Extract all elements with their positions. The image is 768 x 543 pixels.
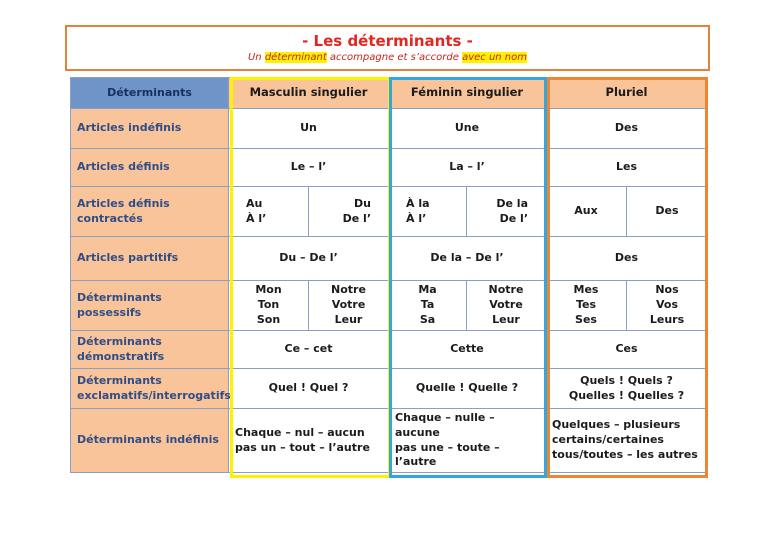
cell-text: Nos [655, 283, 679, 297]
cell-plur: Des [546, 237, 708, 281]
cell-text: Vos [655, 298, 679, 312]
determinants-table [70, 77, 708, 478]
cell-plur-b: Des [627, 187, 708, 237]
row-label-indefinis: Déterminants indéfinis [70, 409, 229, 473]
subtitle-highlight-2: avec un nom [462, 52, 528, 63]
cell-text: Votre [331, 298, 366, 312]
cell-fem: La – l’ [389, 149, 546, 187]
cell-masc-a [229, 281, 309, 331]
cell-fem-a [389, 281, 467, 331]
cell-text: Votre [489, 298, 523, 312]
cell-text: Ma [418, 283, 437, 297]
cell-text: Leur [492, 312, 520, 326]
cell-text: Mes [573, 283, 599, 297]
cell-text: pas un – tout – l’autre [235, 440, 370, 454]
cell-text: Chaque – nulle – aucune [395, 410, 495, 439]
cell-text: De la [496, 196, 528, 210]
cell-masc: Le – l’ [229, 149, 389, 187]
cell-masc-a [229, 187, 309, 237]
cell-masc: Un [229, 109, 389, 149]
cell-text: Quels ! Quels ? [580, 373, 673, 387]
page-subtitle [67, 52, 708, 63]
cell-fem: Cette [389, 331, 546, 369]
subtitle-part-1: Un [247, 52, 265, 63]
row-label-exclamatifs: Déterminants exclamatifs/interrogatifs [70, 369, 229, 409]
cell-text: À l’ [406, 211, 427, 225]
cell-text: Mon [255, 283, 282, 297]
cell-text: Leurs [649, 312, 685, 326]
cell-fem: Quelle ! Quelle ? [389, 369, 546, 409]
row-label-possessifs: Déterminants possessifs [70, 281, 229, 331]
cell-text: Leur [334, 312, 363, 326]
subtitle-highlight-1: déterminant [264, 52, 327, 63]
row-label-articles-contractes: Articles définis contractés [70, 187, 229, 237]
cell-plur [546, 409, 708, 473]
cell-text: De l’ [499, 211, 528, 225]
cell-text: De l’ [342, 211, 371, 225]
cell-masc-b [309, 187, 389, 237]
cell-fem-a [389, 187, 467, 237]
cell-text: À l’ [246, 211, 267, 225]
cell-plur [546, 369, 708, 409]
cell-text: Tes [575, 298, 597, 312]
cell-text: Au [246, 196, 263, 210]
cell-masc: Du – De l’ [229, 237, 389, 281]
cell-plur-a: Aux [546, 187, 627, 237]
cell-text: Quelques – plusieurs [552, 418, 681, 432]
cell-text: Chaque – nul – aucun [235, 425, 365, 439]
subtitle-part-2: accompagne et s’accorde [326, 52, 463, 63]
cell-fem [389, 409, 546, 473]
cell-fem-b [467, 281, 546, 331]
cell-text: Quelles ! Quelles ? [568, 388, 685, 402]
cell-plur-b [627, 281, 708, 331]
column-header-pluriel: Pluriel [546, 77, 708, 109]
cell-plur: Des [546, 109, 708, 149]
cell-text: Sa [419, 312, 436, 326]
column-header-feminin: Féminin singulier [389, 77, 546, 109]
page-title: - Les déterminants - [302, 32, 473, 50]
cell-masc-b [309, 281, 389, 331]
cell-text: certains/certaines [552, 433, 664, 447]
cell-text: Ton [257, 298, 280, 312]
cell-text: Ses [575, 312, 597, 326]
cell-masc: Ce – cet [229, 331, 389, 369]
cell-text: tous/toutes – les autres [552, 447, 698, 461]
cell-text: À la [406, 196, 430, 210]
title-box [65, 25, 710, 71]
cell-masc [229, 409, 389, 473]
cell-masc: Quel ! Quel ? [229, 369, 389, 409]
cell-text: pas une – toute – l’autre [395, 440, 500, 469]
cell-text: Du [354, 196, 371, 210]
cell-fem: De la – De l’ [389, 237, 546, 281]
cell-plur: Ces [546, 331, 708, 369]
table-corner-header: Déterminants [70, 77, 229, 109]
row-label-demonstratifs: Déterminants démonstratifs [70, 331, 229, 369]
cell-text: Son [256, 312, 281, 326]
row-label-articles-definis: Articles définis [70, 149, 229, 187]
row-label-articles-indefinis: Articles indéfinis [70, 109, 229, 149]
cell-plur-a [546, 281, 627, 331]
cell-text: Notre [488, 283, 524, 297]
cell-plur: Les [546, 149, 708, 187]
cell-text: Notre [331, 283, 366, 297]
cell-text: Ta [420, 298, 435, 312]
row-label-articles-partitifs: Articles partitifs [70, 237, 229, 281]
column-header-masculin: Masculin singulier [229, 77, 389, 109]
cell-fem: Une [389, 109, 546, 149]
cell-fem-b [467, 187, 546, 237]
